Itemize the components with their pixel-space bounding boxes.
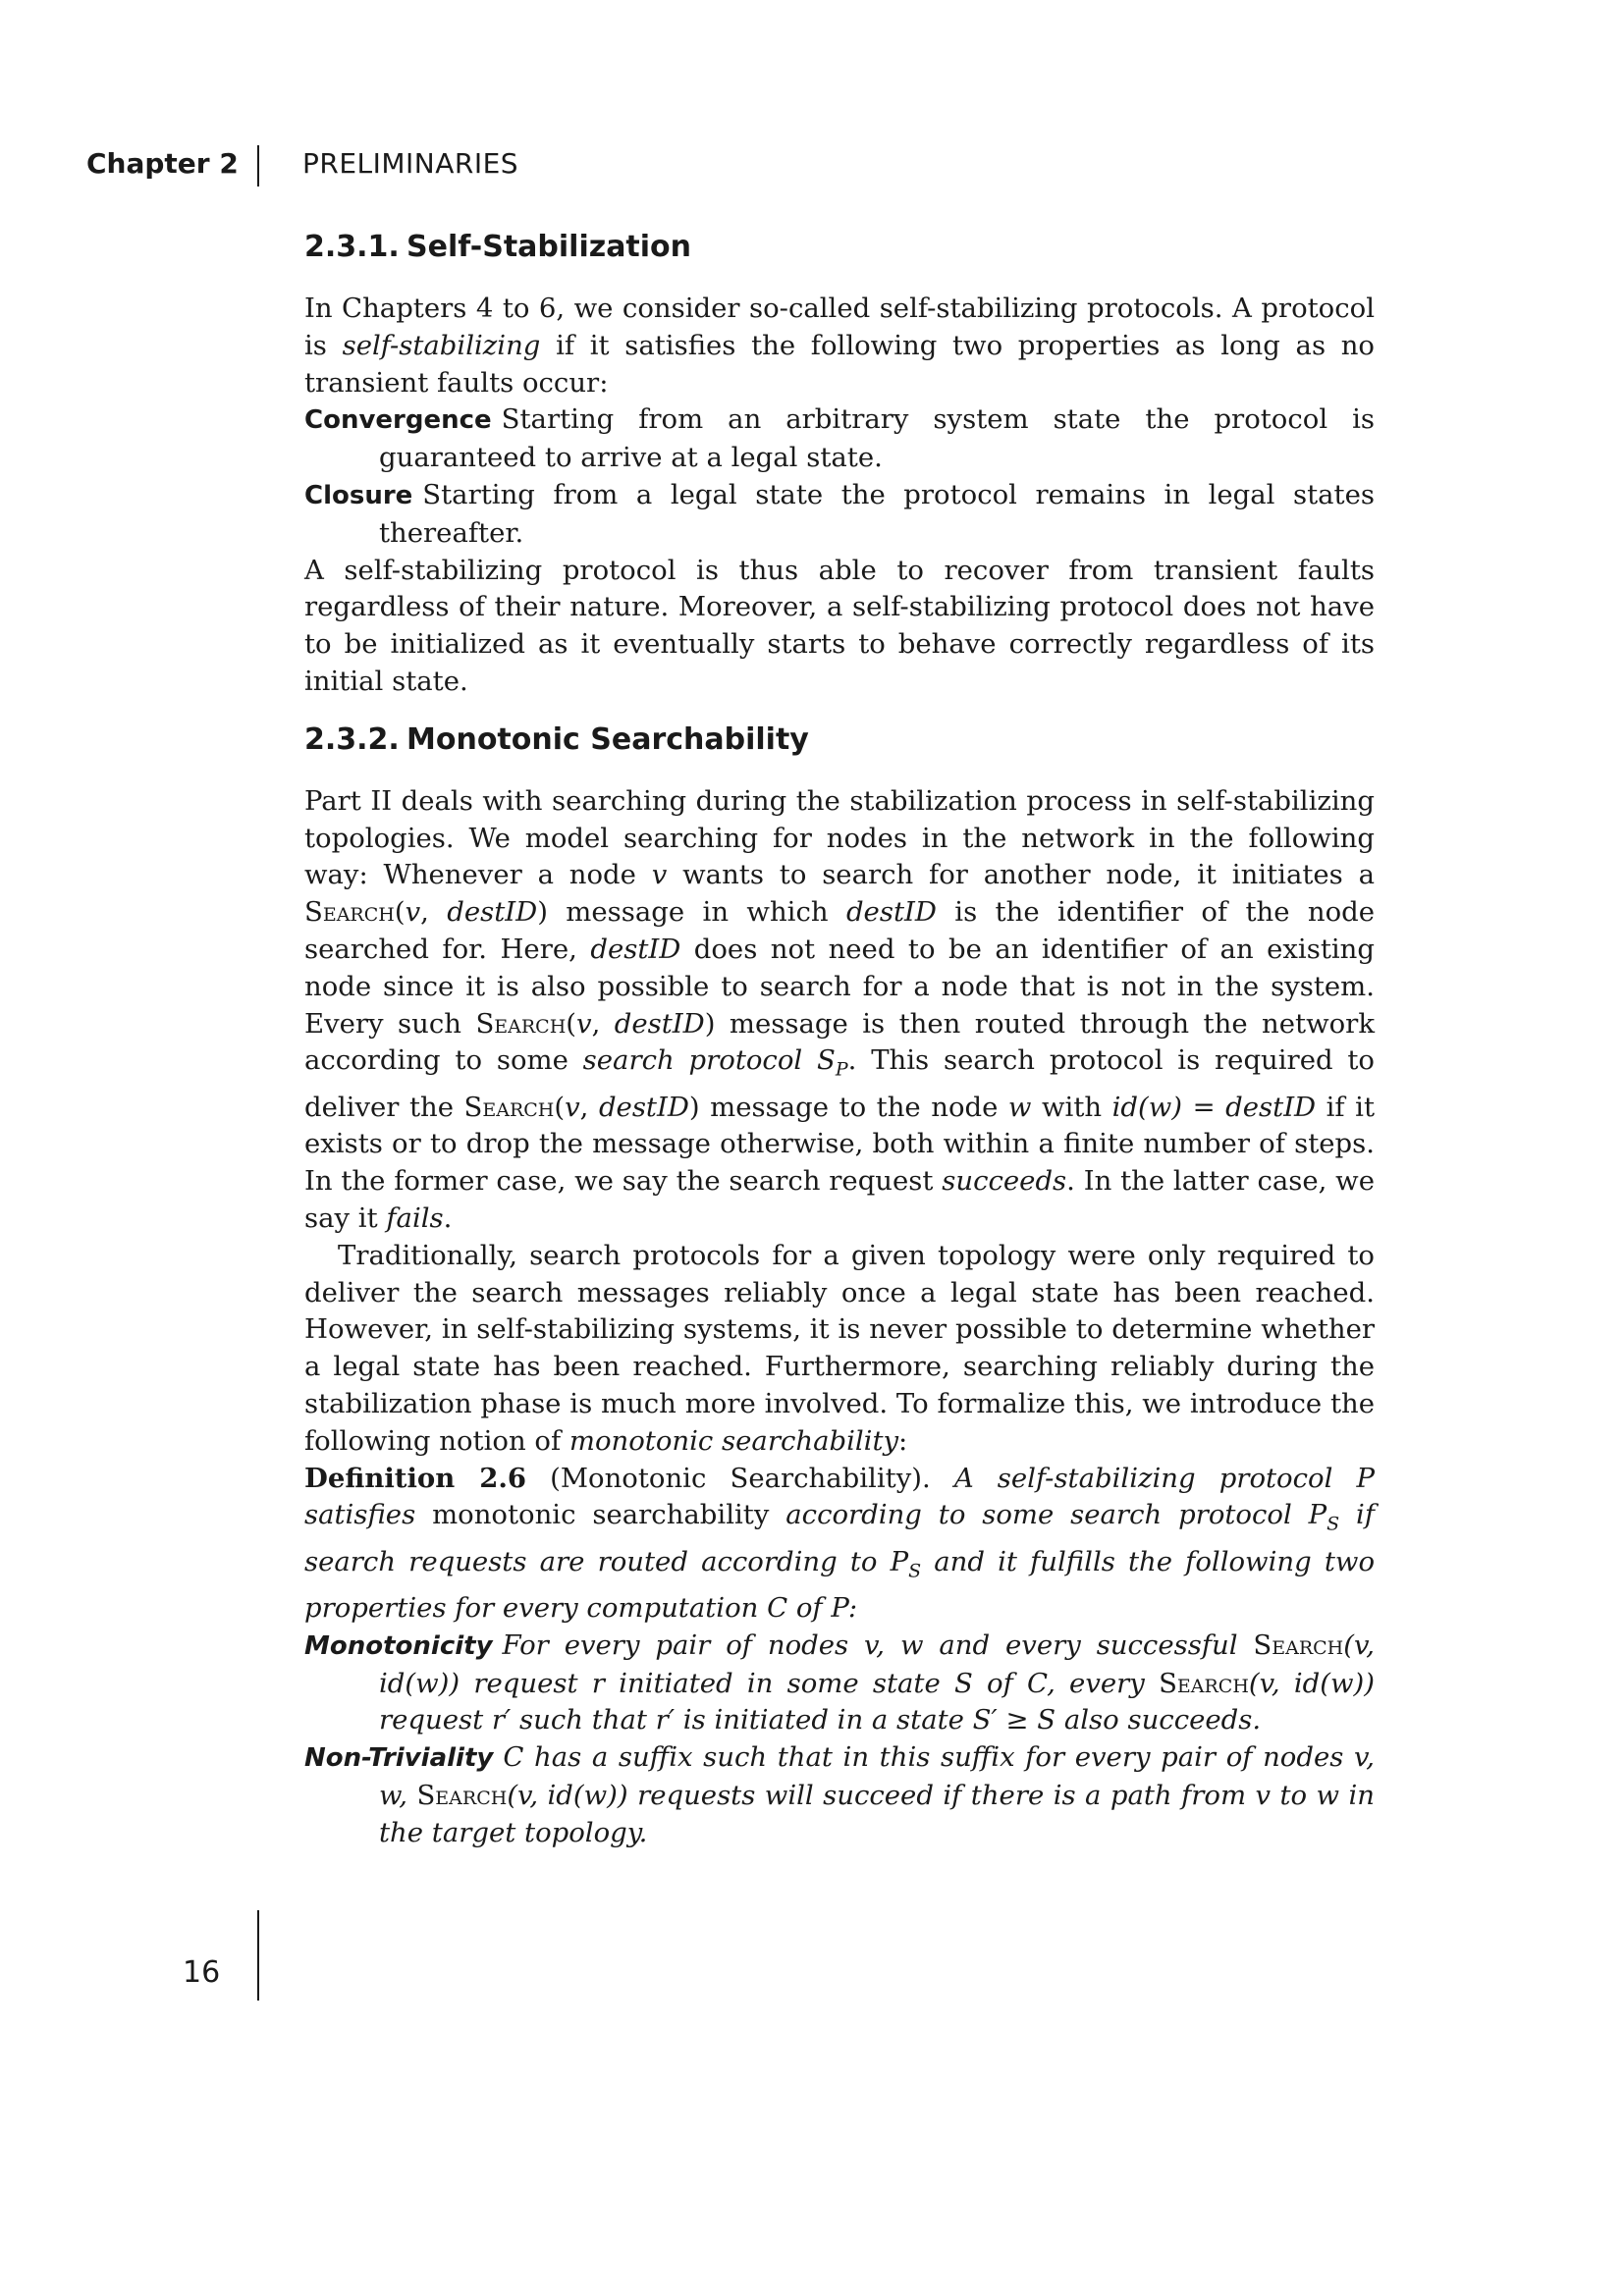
paragraph-traditionally: Traditionally, search protocols for a given topology were only required to deliver the search messages reliably once a legal state has been reached. However, in self-stabilizing systems, it is never possible to determine whether a legal state has been reached. Furthermore, searching reliably during the stabilization phase is much more involved. To formalize this, we introduce the following notion of monotonic searchability: <box>304 1239 1375 1457</box>
header-rule <box>257 145 259 187</box>
section-title: Monotonic Searchability <box>406 721 809 757</box>
paragraph-searching: Part II deals with searching during the stabilization process in self-stabilizing topologies. We model searching for nodes in the network in the following way: Whenever a node v wants to search for another node, it initiates a Search(v, destID) message in which destID is the identifier of the node searched for. Here, destID does not need to be an identifier of an existing node since it is also possible to search for a node that is not in the system. Every such Search(v, destID) message is then routed through the network according to some search protocol $S_P$. This search protocol is required to deliver the Search(v, destID) message to the node w with id(w) = destID if it exists or to drop the message otherwise, both within a finite number of steps. In the former case, we say the search request succeeds. In the latter case, we say it fails. <box>304 784 1376 1235</box>
section-heading-monotonic-searchability <box>304 719 1375 762</box>
property-closure: Closure Starting from a legal state the protocol remains in legal states thereafter. <box>304 478 1375 549</box>
emphasis-monotonic-searchability: monotonic searchability <box>568 1424 899 1457</box>
chapter-label: Chapter 2 <box>86 147 239 180</box>
property-monotonicity: Monotonicity For every pair of nodes v, w and every successful Search(v, id(w)) request r initiated in some state S of C, every Search(v, id(w)) request r′ such that r′ is initiated in a state S′ ≥ S also succeeds. <box>304 1629 1376 1736</box>
chapter-title: PRELIMINARIES <box>302 147 519 180</box>
term-non-triviality: Non-Triviality <box>304 1743 494 1774</box>
section-title: Self-Stabilization <box>406 230 692 264</box>
emphasis-self-stabilizing: self-stabilizing <box>342 329 541 361</box>
section-heading-self-stabilization <box>304 226 1375 269</box>
paragraph-intro: In Chapters 4 to 6, we consider so-called self-stabilizing protocols. A protocol is self-stabilizing if it satisfies the following two properties as long as no transient faults occur: <box>304 293 1375 399</box>
definition-name: (Monotonic Searchability). <box>550 1462 931 1494</box>
footer-rule <box>257 1910 259 2001</box>
definition-2-6: Definition 2.6 (Monotonic Searchability). A self-stabilizing protocol P satisfies monotonic searchability according to some search protocol $P_S$ if search requests are routed according to $P_S$ and it fulfills the following two properties for every computation C of P: <box>304 1462 1376 1624</box>
term-convergence: Convergence <box>304 405 492 436</box>
property-non-triviality: Non-Triviality C has a suffix such that in this suffix for every pair of nodes v, w, Search(v, id(w)) requests will succeed if there is a path from v to w in the target topology. <box>304 1741 1375 1848</box>
page-content <box>304 226 1375 1852</box>
term-monotonicity: Monotonicity <box>304 1630 493 1661</box>
page-number: 16 <box>183 1955 221 1990</box>
section-number: 2.3.2. <box>304 721 400 757</box>
running-header <box>0 145 1624 185</box>
section-number: 2.3.1. <box>304 230 400 264</box>
property-convergence: Convergence Starting from an arbitrary system state the protocol is guaranteed to arrive at a legal state. <box>304 403 1375 474</box>
term-closure: Closure <box>304 480 413 510</box>
paragraph-recover: A self-stabilizing protocol is thus able to recover from transient faults regardless of their nature. Moreover, a self-stabilizing protocol does not have to be initialized as it eventually starts to behave correctly regardless of its initial state. <box>304 554 1375 697</box>
definition-label: Definition 2.6 <box>304 1462 527 1494</box>
